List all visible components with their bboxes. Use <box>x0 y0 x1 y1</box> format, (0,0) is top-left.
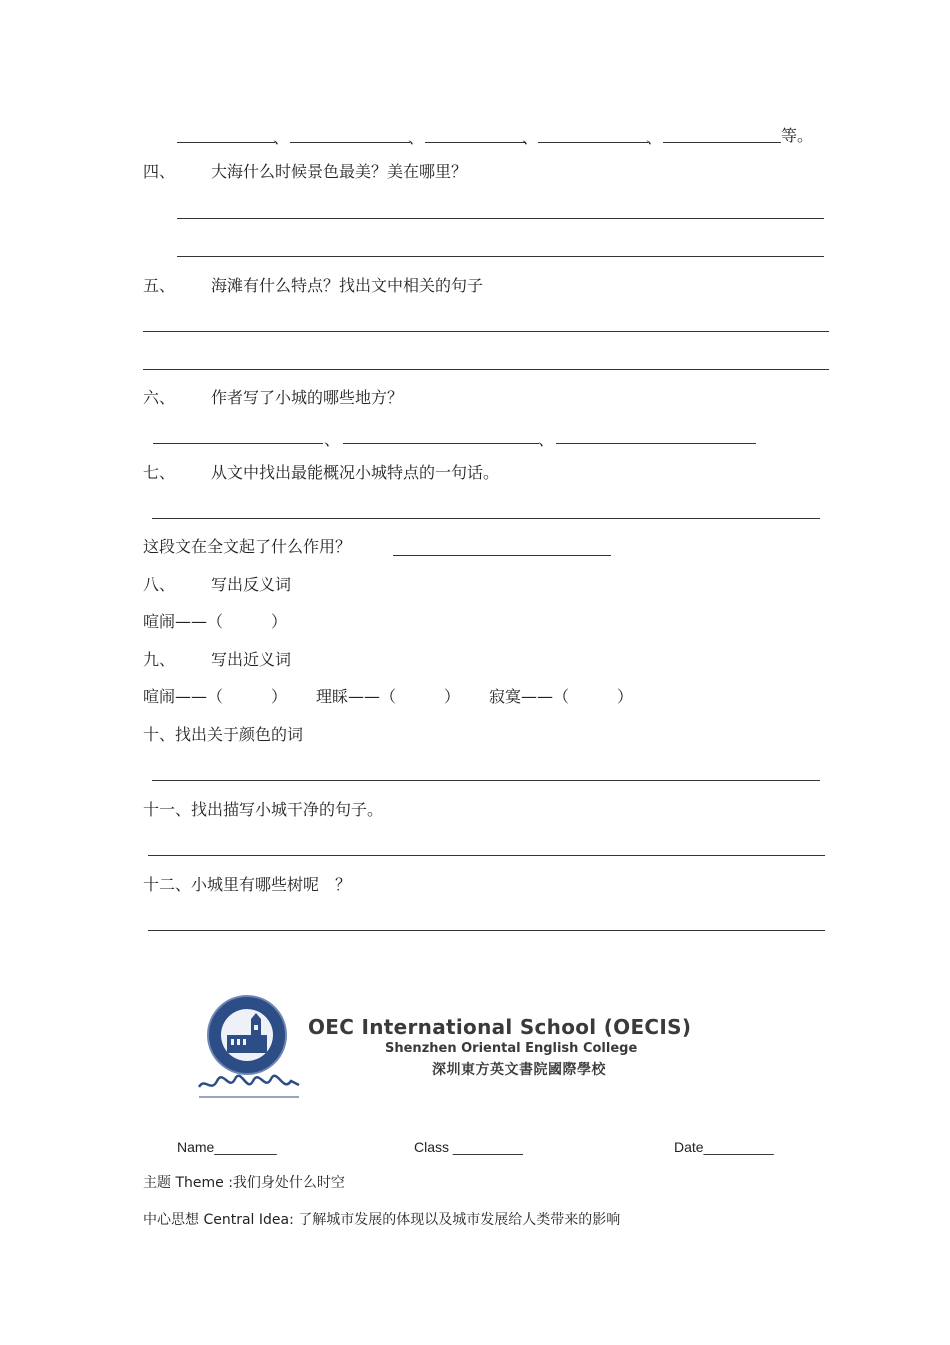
question-text: 十、找出关于颜色的词 <box>143 725 304 744</box>
blank-line <box>663 142 781 143</box>
blank-line <box>556 443 756 444</box>
school-name-cn: 深圳東方英文書院國際學校 <box>432 1062 606 1078</box>
separator: 、 <box>646 128 663 147</box>
blank-line <box>177 142 275 143</box>
separator: 、 <box>522 128 539 147</box>
row-suffix: 等。 <box>781 126 814 145</box>
answer-line <box>148 930 825 931</box>
answer-line <box>152 518 820 519</box>
answer-line <box>143 369 829 370</box>
question-text: 写出近义词 <box>211 650 292 669</box>
separator: 、 <box>324 430 341 449</box>
building-icon <box>221 1009 273 1061</box>
question-text: 十一、找出描写小城干净的句子。 <box>143 800 384 819</box>
question-number: 六、 <box>143 388 176 407</box>
answer-line <box>148 855 825 856</box>
question-number: 八、 <box>143 575 176 594</box>
synonym-item: 理睬——（ ） <box>316 687 461 706</box>
central-idea-value: 了解城市发展的体现以及城市发展给人类带来的影响 <box>298 1212 621 1228</box>
synonym-item: 喧闹——（ ） <box>143 687 288 706</box>
answer-line <box>143 331 829 332</box>
separator: 、 <box>273 128 290 147</box>
school-logo <box>195 995 755 1105</box>
separator: 、 <box>538 430 555 449</box>
answer-line <box>177 218 824 219</box>
school-name-en: OEC International School (OECIS) <box>308 1015 692 1039</box>
school-seal-icon <box>207 995 287 1075</box>
name-field: Name________ <box>177 1139 277 1155</box>
class-field: Class _________ <box>414 1139 523 1155</box>
question-text: 十二、小城里有哪些树呢 ？ <box>143 875 352 894</box>
central-idea-line <box>143 1211 620 1229</box>
central-idea-label: 中心思想 Central Idea: <box>143 1212 299 1228</box>
theme-value: 我们身处什么时空 <box>232 1175 345 1191</box>
blank-line <box>343 443 539 444</box>
separator: 、 <box>408 128 425 147</box>
question-number: 四、 <box>143 162 176 181</box>
blank-line <box>290 142 410 143</box>
question-number: 七、 <box>143 463 176 482</box>
question-number: 九、 <box>143 650 176 669</box>
date-field: Date_________ <box>674 1139 774 1155</box>
blank-line <box>538 142 648 143</box>
blank-line <box>393 555 611 556</box>
theme-line <box>143 1174 345 1192</box>
answer-line <box>152 780 820 781</box>
answer-line <box>177 256 824 257</box>
question-text: 作者写了小城的哪些地方？ <box>211 388 404 407</box>
blank-line <box>425 142 525 143</box>
question-text: 从文中找出最能概况小城特点的一句话。 <box>211 463 500 482</box>
synonym-item: 寂寞——（ ） <box>489 687 634 706</box>
blank-line <box>153 443 323 444</box>
question-text: 海滩有什么特点？找出文中相关的句子 <box>211 276 484 295</box>
antonym-item: 喧闹——（ ） <box>143 612 288 631</box>
school-subtitle: Shenzhen Oriental English College <box>385 1041 638 1056</box>
question-number: 五、 <box>143 276 176 295</box>
calligraphy-signature <box>195 1073 305 1103</box>
question-text: 写出反义词 <box>211 575 292 594</box>
theme-label: 主题 Theme : <box>143 1175 233 1191</box>
question-followup: 这段文在全文起了什么作用？ <box>143 537 352 556</box>
question-text: 大海什么时候景色最美？美在哪里？ <box>211 162 468 181</box>
